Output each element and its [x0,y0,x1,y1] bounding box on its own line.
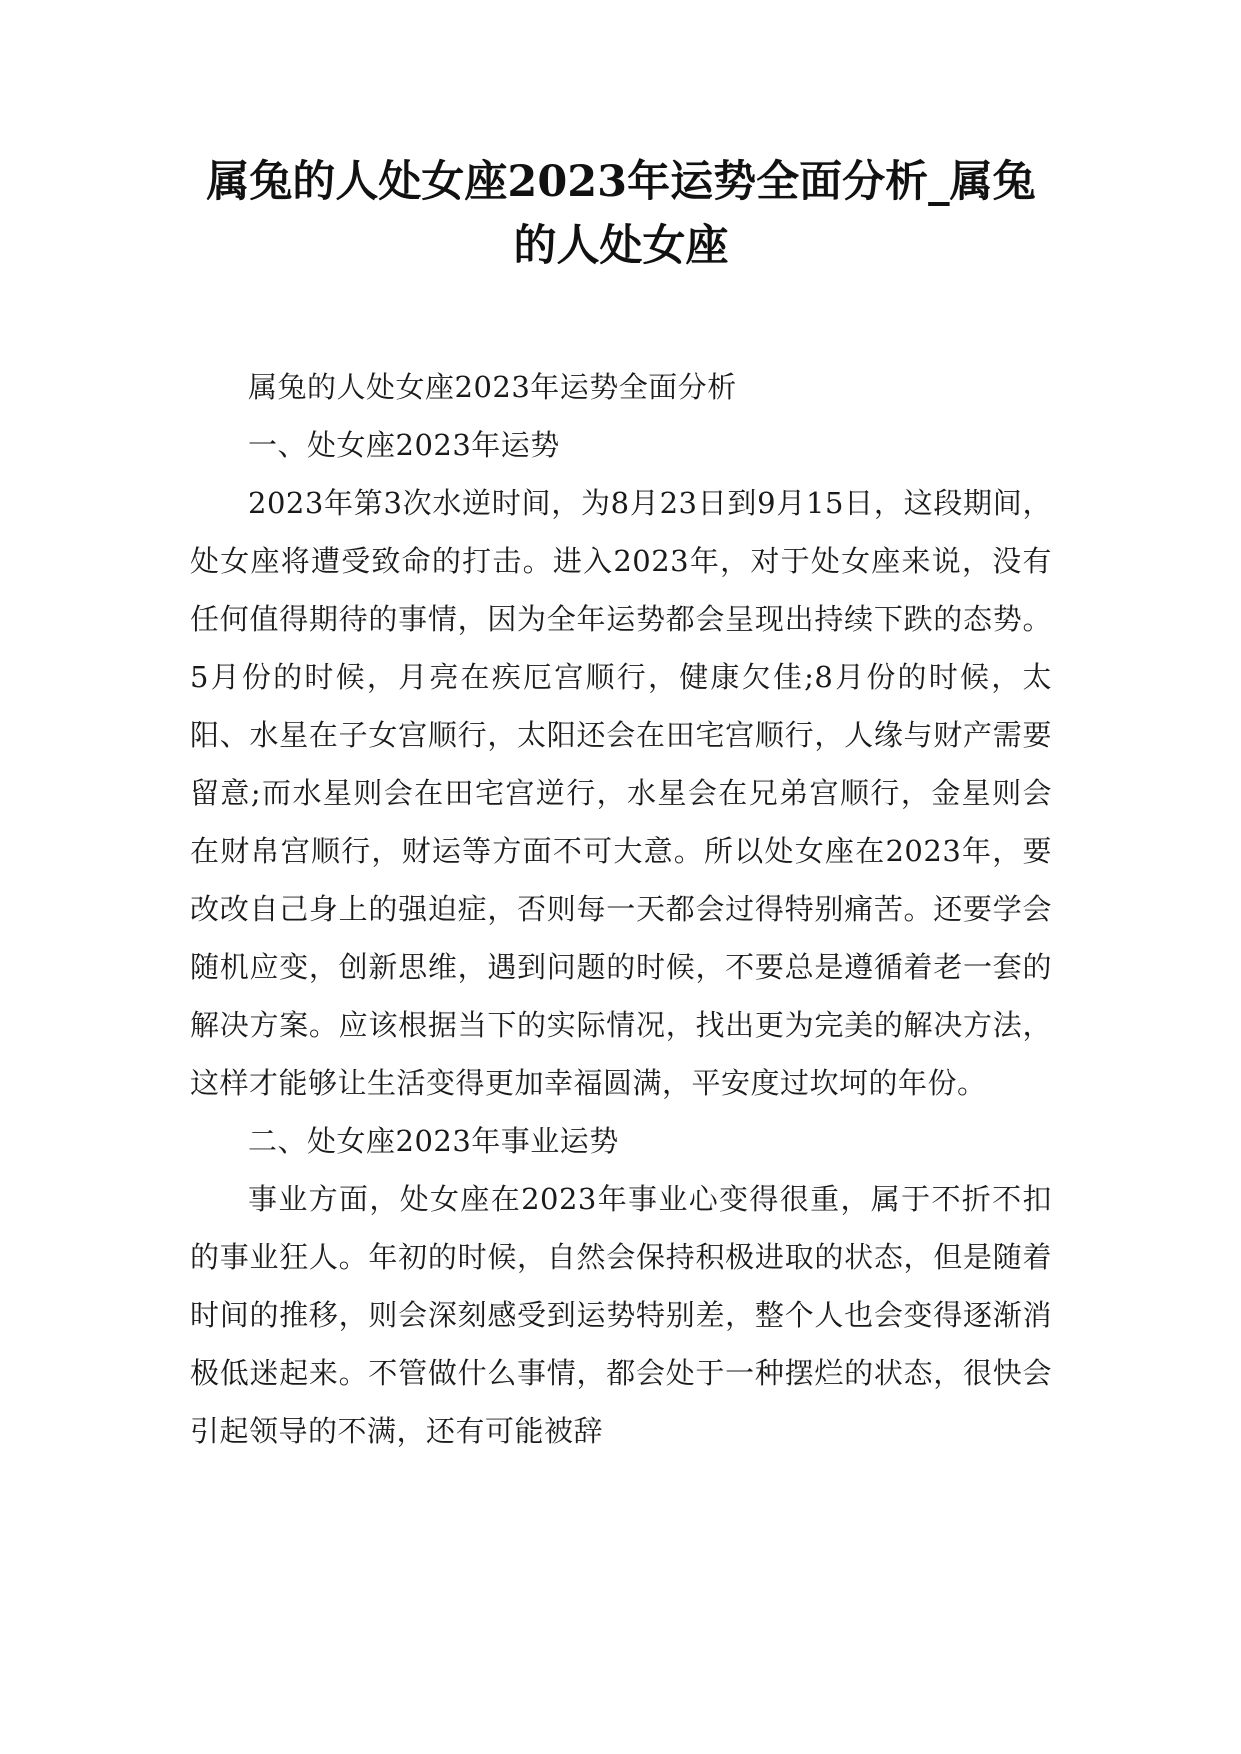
paragraph-intro: 属兔的人处女座2023年运势全面分析 [248,370,737,404]
document-title: 属兔的人处女座2023年运势全面分析_属兔的人处女座 [206,157,1036,271]
paragraph-overall-fortune: 2023年第3次水逆时间，为8月23日到9月15日，这段期间，处女座将遭受致命的打击。进入2023年，对于处女座来说，没有任何值得期待的事情，因为全年运势都会呈现出持续下跌的态势。5月份的时候，月亮在疾厄宫顺行，健康欠佳;8月份的时候，太阳、水星在子女宫顺行，太阳还会在田宅宫顺行，人缘与财产需要留意;而水星则会在田宅宫逆行，水星会在兄弟宫顺行，金星则会在财帛宫顺行，财运等方面不可大意。所以处女座在2023年，要改改自己身上的强迫症，否则每一天都会过得特别痛苦。还要学会随机应变，创新思维，遇到问题的时候，不要总是遵循着老一套的解决方案。应该根据当下的实际情况，找出更为完美的解决方法，这样才能够让生活变得更加幸福圆满，平安度过坎坷的年份。 [190,486,1052,1100]
section-heading-career-fortune: 二、处女座2023年事业运势 [248,1124,619,1158]
document-body [190,358,1052,1460]
paragraph-career-fortune: 事业方面，处女座在2023年事业心变得很重，属于不折不扣的事业狂人。年初的时候，自然会保持积极进取的状态，但是随着时间的推移，则会深刻感受到运势特别差，整个人也会变得逐渐消极低迷起来。不管做什么事情，都会处于一种摆烂的状态，很快会引起领导的不满，还有可能被辞 [190,1182,1052,1448]
section-heading-overall-fortune: 一、处女座2023年运势 [248,428,560,462]
